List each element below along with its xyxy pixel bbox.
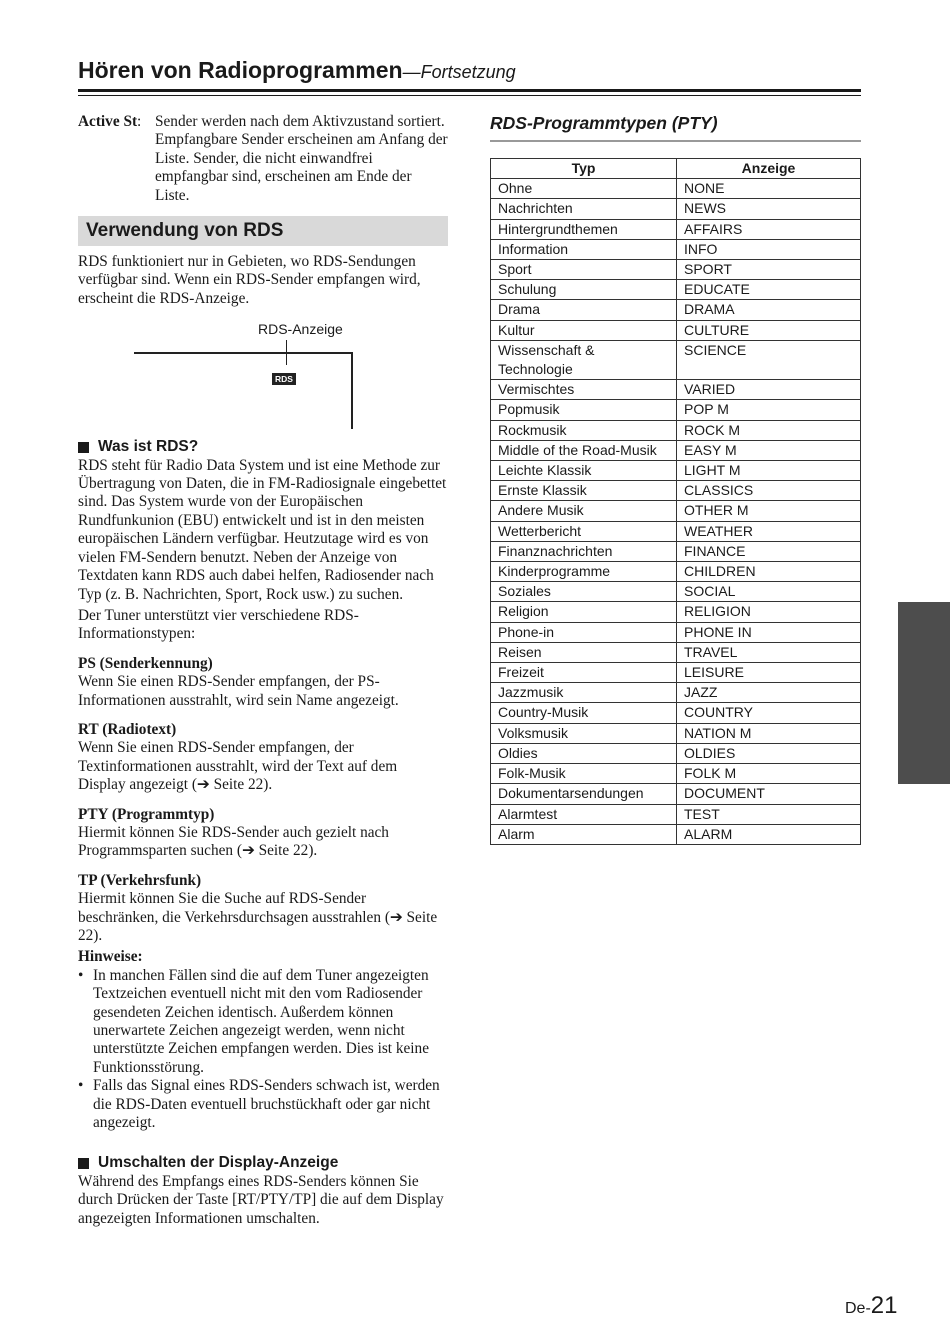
table-row: [491, 260, 861, 280]
cell-anzeige: NEWS: [677, 199, 861, 219]
display-frame-top: [134, 352, 352, 354]
cell-anzeige: TEST: [677, 804, 861, 824]
cell-anzeige: OTHER M: [677, 501, 861, 521]
table-row: [491, 541, 861, 561]
pty-text: Hiermit können Sie RDS-Sender auch gezielt nach Programmsparten suchen (➔ Seite 22).: [78, 823, 389, 860]
cell-typ: Soziales: [491, 582, 677, 602]
active-st-definition: [78, 113, 448, 205]
active-st-term: Active St:: [78, 113, 142, 130]
note-item: • Falls das Signal eines RDS-Senders schwach ist, werden die RDS-Daten eventuell bruchstückhaft oder gar nicht angezeigt.: [78, 1077, 448, 1132]
table-row: [491, 199, 861, 219]
table-row: [491, 420, 861, 440]
cell-anzeige: NATION M: [677, 723, 861, 743]
cell-anzeige: SOCIAL: [677, 582, 861, 602]
cell-anzeige: DOCUMENT: [677, 784, 861, 804]
was-ist-rds-heading: Was ist RDS?: [78, 438, 448, 456]
cell-typ: Hintergrundthemen: [491, 219, 677, 239]
cell-anzeige: CHILDREN: [677, 562, 861, 582]
table-row: [491, 622, 861, 642]
cell-typ: Information: [491, 239, 677, 259]
page-title-text: Hören von Radioprogrammen: [78, 57, 403, 83]
rt-text: Wenn Sie einen RDS-Sender empfangen, der Textinformationen ausstrahlt, wird der Text auf dem Display angezeigt (➔ Seite 22).: [78, 739, 398, 794]
table-row: [491, 764, 861, 784]
rds-intro-text: RDS funktioniert nur in Gebieten, wo RDS-Sendungen verfügbar sind. Wenn ein RDS-Sender empfangen wird, erscheint die RDS-Anzeige.: [78, 253, 421, 307]
ps-title: PS (Senderkennung): [78, 654, 213, 672]
page-header: [78, 56, 861, 96]
table-row: [491, 602, 861, 622]
cell-typ: Schulung: [491, 280, 677, 300]
pty-section-heading: RDS-Programmtypen (PTY): [490, 113, 718, 133]
cell-typ: Popmusik: [491, 400, 677, 420]
umschalten-heading: Umschalten der Display-Anzeige: [78, 1154, 448, 1172]
pty-heading-rule: [490, 140, 861, 142]
table-row: [491, 179, 861, 199]
cell-typ: Kinderprogramme: [491, 562, 677, 582]
tp-text: Hiermit können Sie die Suche auf RDS-Sender beschränken, die Verkehrsdurchsagen ausstrahlen (➔ Seite 22).: [78, 890, 438, 944]
table-row: [491, 663, 861, 683]
cell-anzeige: CULTURE: [677, 320, 861, 340]
cell-anzeige: JAZZ: [677, 683, 861, 703]
cell-typ: Rockmusik: [491, 420, 677, 440]
ps-text: Wenn Sie einen RDS-Sender empfangen, der PS-Informationen ausstrahlt, wird sein Name angezeigt.: [78, 673, 399, 709]
page-subtitle: —Fortsetzung: [402, 62, 516, 82]
cell-anzeige: RELIGION: [677, 602, 861, 622]
table-row: [491, 723, 861, 743]
column-header-typ: Typ: [491, 159, 677, 179]
table-row: [491, 481, 861, 501]
table-row: [491, 521, 861, 541]
cell-typ: Middle of the Road-Musik: [491, 440, 677, 460]
table-row: [491, 280, 861, 300]
rds-types-intro: Der Tuner unterstützt vier verschiedene RDS-Informationstypen:: [78, 606, 359, 643]
cell-typ: Jazzmusik: [491, 683, 677, 703]
cell-anzeige: VARIED: [677, 380, 861, 400]
notes-list: [78, 967, 448, 1133]
table-row: [491, 440, 861, 460]
cell-anzeige: DRAMA: [677, 300, 861, 320]
section-heading-rds: Verwendung von RDS: [78, 216, 448, 246]
cell-anzeige: FINANCE: [677, 541, 861, 561]
table-row: [491, 380, 861, 400]
square-bullet-icon: [78, 1158, 89, 1169]
cell-anzeige: PHONE IN: [677, 622, 861, 642]
cell-anzeige: EASY M: [677, 440, 861, 460]
cell-typ: Religion: [491, 602, 677, 622]
cell-anzeige: WEATHER: [677, 521, 861, 541]
display-frame-right: [351, 352, 353, 429]
left-column: [78, 113, 448, 1228]
tp-title: TP (Verkehrsfunk): [78, 871, 202, 889]
cell-anzeige: AFFAIRS: [677, 219, 861, 239]
cell-anzeige: TRAVEL: [677, 642, 861, 662]
table-row: [491, 683, 861, 703]
table-row: [491, 562, 861, 582]
header-rule-thin: [78, 95, 861, 96]
cell-typ: Freizeit: [491, 663, 677, 683]
table-row: [491, 642, 861, 662]
table-row: [491, 501, 861, 521]
cell-typ: Drama: [491, 300, 677, 320]
table-row: [491, 824, 861, 844]
table-row: [491, 703, 861, 723]
table-row: [491, 340, 861, 379]
column-header-anzeige: Anzeige: [677, 159, 861, 179]
cell-anzeige: ROCK M: [677, 420, 861, 440]
cell-typ: Sport: [491, 260, 677, 280]
cell-typ: Leichte Klassik: [491, 461, 677, 481]
cell-typ: Phone-in: [491, 622, 677, 642]
pty-table-body: [491, 179, 861, 845]
cell-typ: Nachrichten: [491, 199, 677, 219]
cell-typ: Wissenschaft & Technologie: [491, 340, 677, 379]
square-bullet-icon: [78, 442, 89, 453]
cell-typ: Ernste Klassik: [491, 481, 677, 501]
header-rule-thick: [78, 89, 861, 92]
table-row: [491, 743, 861, 763]
notes-title: Hinweise:: [78, 948, 143, 966]
rds-indicator-diagram: [78, 312, 448, 430]
table-header-row: [491, 159, 861, 179]
table-row: [491, 320, 861, 340]
cell-typ: Kultur: [491, 320, 677, 340]
cell-anzeige: SPORT: [677, 260, 861, 280]
pty-table: [490, 158, 861, 845]
table-row: [491, 400, 861, 420]
cell-anzeige: COUNTRY: [677, 703, 861, 723]
cell-typ: Dokumentarsendungen: [491, 784, 677, 804]
cell-anzeige: NONE: [677, 179, 861, 199]
rt-title: RT (Radiotext): [78, 720, 177, 738]
cell-anzeige: FOLK M: [677, 764, 861, 784]
pty-title: PTY (Programmtyp): [78, 805, 215, 823]
cell-typ: Alarmtest: [491, 804, 677, 824]
cell-typ: Country-Musik: [491, 703, 677, 723]
table-row: [491, 784, 861, 804]
cell-anzeige: LEISURE: [677, 663, 861, 683]
cell-typ: Alarm: [491, 824, 677, 844]
cell-typ: Vermischtes: [491, 380, 677, 400]
table-row: [491, 582, 861, 602]
cell-anzeige: SCIENCE: [677, 340, 861, 379]
cell-typ: Folk-Musik: [491, 764, 677, 784]
cell-typ: Volksmusik: [491, 723, 677, 743]
table-row: [491, 239, 861, 259]
umschalten-text: Während des Empfangs eines RDS-Senders können Sie durch Drücken der Taste [RT/PTY/TP] die auf dem Display angezeigten Informationen umschalten.: [78, 1172, 444, 1227]
cell-anzeige: LIGHT M: [677, 461, 861, 481]
cell-typ: Oldies: [491, 743, 677, 763]
cell-typ: Reisen: [491, 642, 677, 662]
cell-anzeige: OLDIES: [677, 743, 861, 763]
table-row: [491, 300, 861, 320]
rds-badge-icon: RDS: [272, 373, 296, 385]
cell-typ: Ohne: [491, 179, 677, 199]
page-title: [78, 56, 861, 86]
right-column: [490, 110, 861, 845]
rds-indicator-label: RDS-Anzeige: [258, 321, 343, 338]
chapter-side-tab: [898, 602, 950, 784]
cell-anzeige: CLASSICS: [677, 481, 861, 501]
cell-typ: Andere Musik: [491, 501, 677, 521]
table-row: [491, 461, 861, 481]
cell-anzeige: POP M: [677, 400, 861, 420]
cell-anzeige: INFO: [677, 239, 861, 259]
table-row: [491, 219, 861, 239]
cell-anzeige: ALARM: [677, 824, 861, 844]
cell-anzeige: EDUCATE: [677, 280, 861, 300]
page-number: De-21: [845, 1292, 898, 1319]
table-row: [491, 804, 861, 824]
cell-typ: Wetterbericht: [491, 521, 677, 541]
rds-description: RDS steht für Radio Data System und ist eine Methode zur Übertragung von Daten, die in FM-Radiosignale eingebettet sind. Das System wurde von der Europäischen Rundfunkunion (EBU) entwickelt und ist in den meisten europäischen Ländern verfügbar. Heutzutage wird es von vielen FM-Sendern benutzt. Neben der Anzeige von Textdaten kann RDS auch dabei helfen, Radiosender nach Typ (z. B. Nachrichten, Sport, Rock usw.) zu suchen.: [78, 456, 447, 603]
note-item: • In manchen Fällen sind die auf dem Tuner angezeigten Textzeichen eventuell nicht mit den vom Radiosender gesendeten Zeichen identisch. Außerdem können unerwartete Zeichen angezeigt werden, wenn nicht unterstützte Zeichen empfangen werden. Dies ist keine Funktionsstörung.: [78, 967, 448, 1077]
cell-typ: Finanznachrichten: [491, 541, 677, 561]
active-st-text: Sender werden nach dem Aktivzustand sortiert. Empfangbare Sender erscheinen am Anfang der Liste. Sender, die nicht einwandfrei empfangbar sind, erscheinen am Ende der Liste.: [155, 113, 448, 204]
